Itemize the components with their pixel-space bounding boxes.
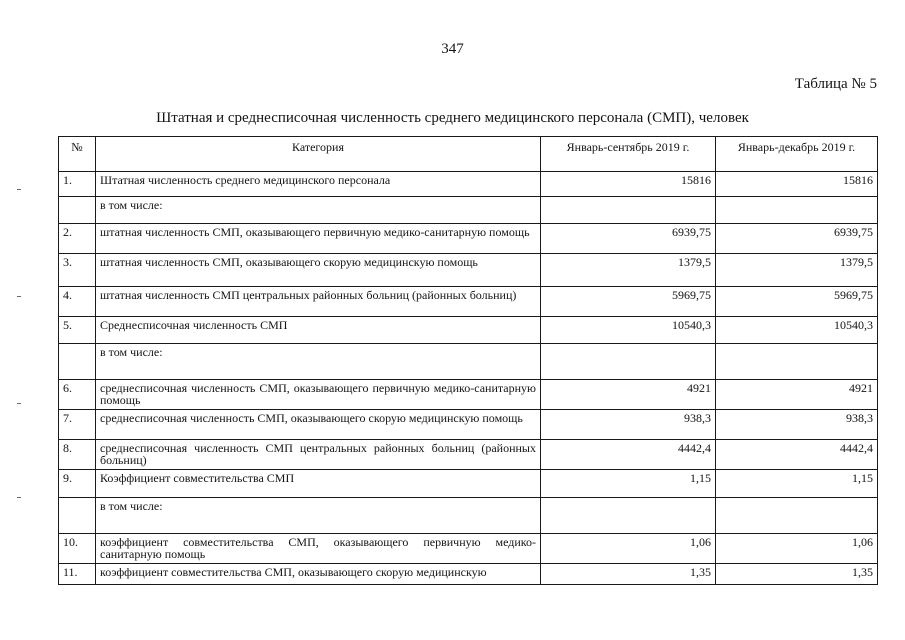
row-category: штатная численность СМП, оказывающего скорую медицинскую помощь bbox=[96, 254, 541, 287]
row-value-jan-sep bbox=[541, 197, 716, 224]
row-number: 6. bbox=[59, 380, 96, 410]
row-value-jan-sep: 6939,75 bbox=[541, 224, 716, 254]
row-value-jan-sep: 1379,5 bbox=[541, 254, 716, 287]
table-row bbox=[59, 498, 878, 534]
table-row bbox=[59, 197, 878, 224]
table-row bbox=[59, 172, 878, 197]
row-value-jan-dec: 1,15 bbox=[716, 470, 878, 498]
margin-mark bbox=[17, 403, 21, 404]
table-row bbox=[59, 224, 878, 254]
table-header-row bbox=[59, 137, 878, 172]
row-category: в том числе: bbox=[96, 498, 541, 534]
row-number: 7. bbox=[59, 410, 96, 440]
row-category: Коэффициент совместительства СМП bbox=[96, 470, 541, 498]
table-row bbox=[59, 317, 878, 344]
row-number: 10. bbox=[59, 534, 96, 564]
row-number: 1. bbox=[59, 172, 96, 197]
row-category: среднесписочная численность СМП, оказывающего скорую медицинскую помощь bbox=[96, 410, 541, 440]
row-value-jan-sep: 1,15 bbox=[541, 470, 716, 498]
row-value-jan-dec bbox=[716, 197, 878, 224]
row-category: в том числе: bbox=[96, 344, 541, 380]
row-value-jan-dec: 6939,75 bbox=[716, 224, 878, 254]
table-row bbox=[59, 564, 878, 585]
row-value-jan-dec: 938,3 bbox=[716, 410, 878, 440]
margin-mark bbox=[17, 296, 21, 297]
page-number: 347 bbox=[441, 41, 464, 57]
row-number bbox=[59, 498, 96, 534]
header-period-jan-sep: Январь-сентябрь 2019 г. bbox=[541, 137, 716, 172]
row-number bbox=[59, 344, 96, 380]
table-caption: Таблица № 5 bbox=[794, 76, 877, 92]
row-value-jan-sep: 4921 bbox=[541, 380, 716, 410]
row-value-jan-sep bbox=[541, 498, 716, 534]
row-category: коэффициент совместительства СМП, оказывающего первичную медико-санитарную помощь bbox=[96, 534, 541, 564]
row-category: среднесписочная численность СМП, оказывающего первичную медико-санитарную помощь bbox=[96, 380, 541, 410]
row-number: 9. bbox=[59, 470, 96, 498]
table-row bbox=[59, 440, 878, 470]
table-row bbox=[59, 470, 878, 498]
row-value-jan-sep bbox=[541, 344, 716, 380]
header-category: Категория bbox=[96, 137, 541, 172]
row-value-jan-dec: 15816 bbox=[716, 172, 878, 197]
row-value-jan-sep: 15816 bbox=[541, 172, 716, 197]
row-number: 8. bbox=[59, 440, 96, 470]
table-row bbox=[59, 287, 878, 317]
header-number: № bbox=[59, 137, 96, 172]
row-value-jan-dec: 10540,3 bbox=[716, 317, 878, 344]
staffing-table bbox=[58, 136, 878, 585]
row-number: 5. bbox=[59, 317, 96, 344]
margin-mark bbox=[17, 497, 21, 498]
table-row bbox=[59, 380, 878, 410]
row-value-jan-sep: 5969,75 bbox=[541, 287, 716, 317]
row-category: в том числе: bbox=[96, 197, 541, 224]
table-row bbox=[59, 410, 878, 440]
row-number: 3. bbox=[59, 254, 96, 287]
table-row bbox=[59, 534, 878, 564]
margin-mark bbox=[17, 189, 21, 190]
row-number: 2. bbox=[59, 224, 96, 254]
row-value-jan-dec bbox=[716, 344, 878, 380]
row-value-jan-sep: 938,3 bbox=[541, 410, 716, 440]
row-value-jan-dec: 1,06 bbox=[716, 534, 878, 564]
row-value-jan-sep: 10540,3 bbox=[541, 317, 716, 344]
row-number: 4. bbox=[59, 287, 96, 317]
row-value-jan-dec: 4921 bbox=[716, 380, 878, 410]
header-period-jan-dec: Январь-декабрь 2019 г. bbox=[716, 137, 878, 172]
row-value-jan-dec: 4442,4 bbox=[716, 440, 878, 470]
document-title: Штатная и среднесписочная численность среднего медицинского персонала (СМП), человек bbox=[156, 110, 749, 126]
row-category: штатная численность СМП центральных районных больниц (районных больниц) bbox=[96, 287, 541, 317]
row-category: Штатная численность среднего медицинского персонала bbox=[96, 172, 541, 197]
row-category: штатная численность СМП, оказывающего первичную медико-санитарную помощь bbox=[96, 224, 541, 254]
row-category: Среднесписочная численность СМП bbox=[96, 317, 541, 344]
row-category: коэффициент совместительства СМП, оказывающего скорую медицинскую bbox=[96, 564, 541, 585]
row-value-jan-dec: 1379,5 bbox=[716, 254, 878, 287]
table-row bbox=[59, 344, 878, 380]
row-number bbox=[59, 197, 96, 224]
row-number: 11. bbox=[59, 564, 96, 585]
row-value-jan-sep: 1,35 bbox=[541, 564, 716, 585]
row-value-jan-dec: 5969,75 bbox=[716, 287, 878, 317]
row-value-jan-sep: 4442,4 bbox=[541, 440, 716, 470]
row-category: среднесписочная численность СМП центральных районных больниц (районных больниц) bbox=[96, 440, 541, 470]
table-row bbox=[59, 254, 878, 287]
row-value-jan-dec bbox=[716, 498, 878, 534]
row-value-jan-sep: 1,06 bbox=[541, 534, 716, 564]
row-value-jan-dec: 1,35 bbox=[716, 564, 878, 585]
